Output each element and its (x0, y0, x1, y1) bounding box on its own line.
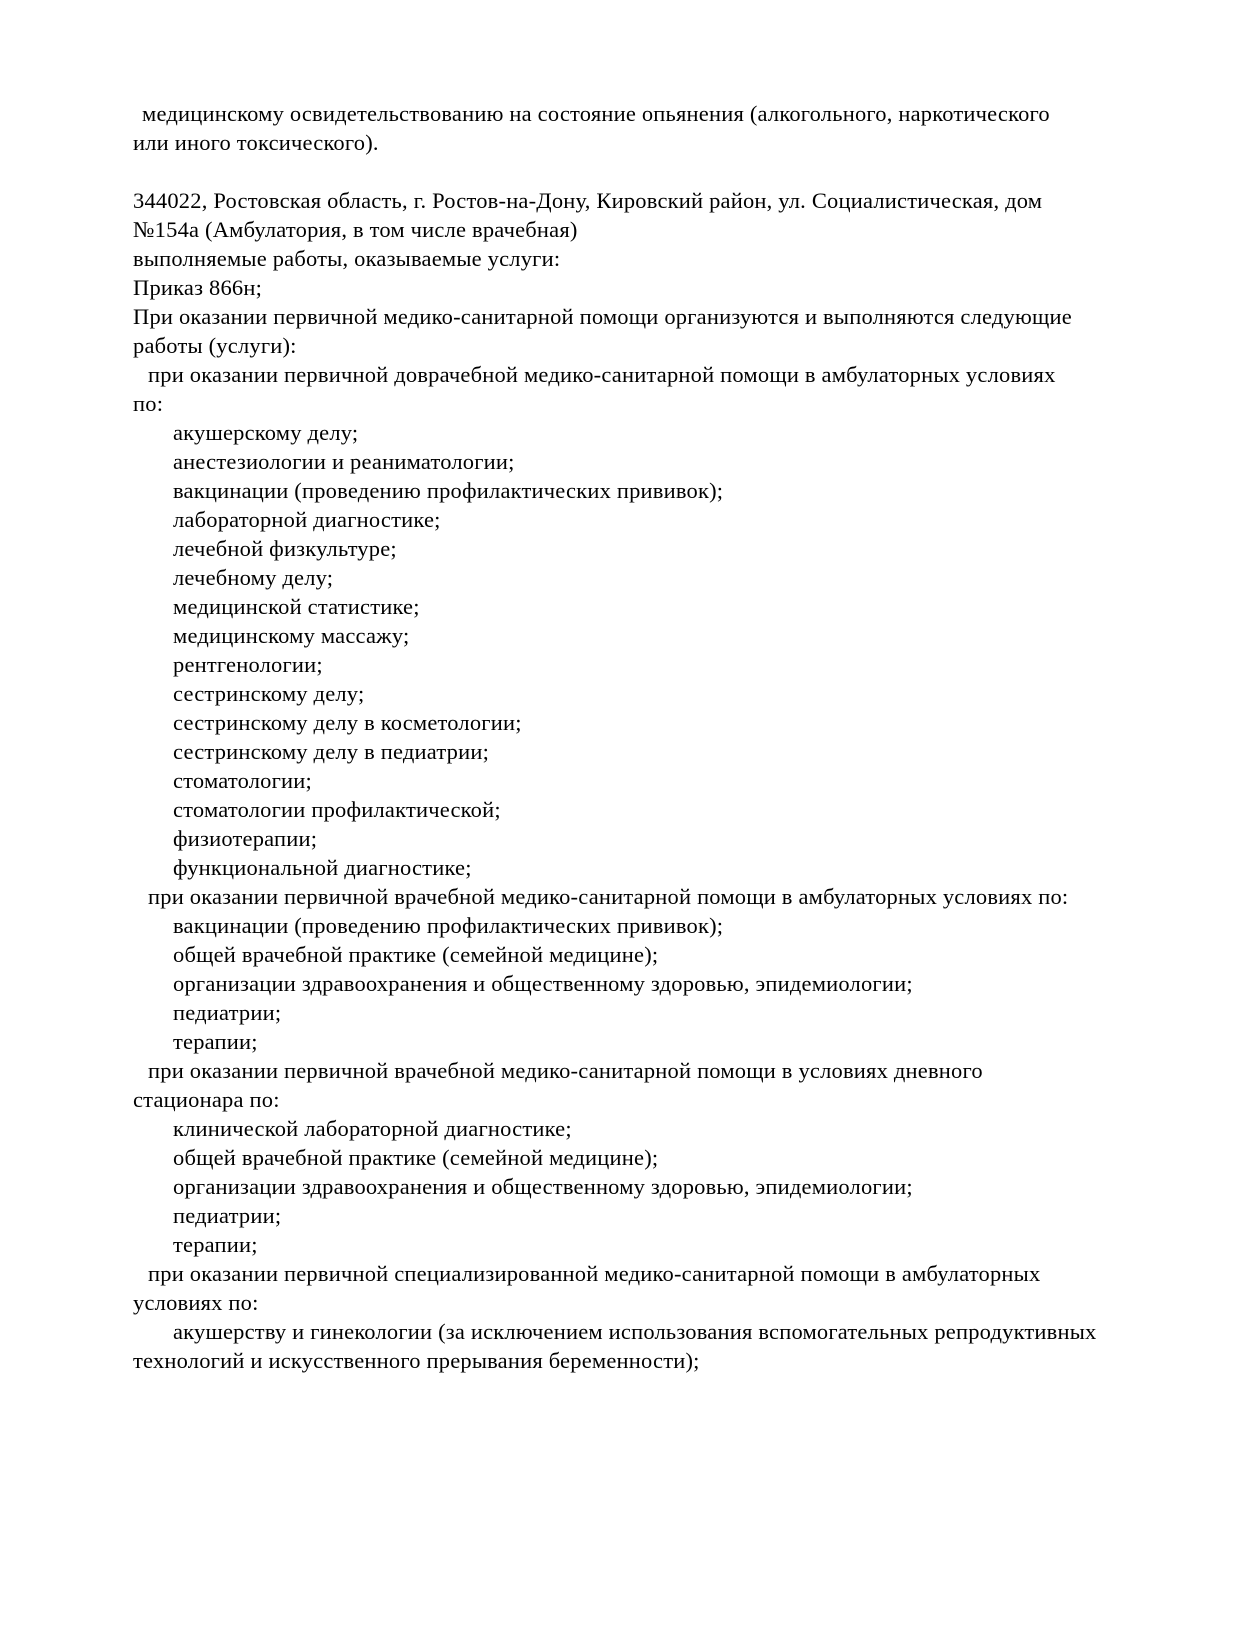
text-line: педиатрии; (173, 1203, 282, 1228)
text-line: лечебной физкультуре; (173, 536, 397, 561)
text-line: общей врачебной практике (семейной медицине); (173, 1145, 659, 1170)
text-line: №154а (Амбулатория, в том числе врачебная) (133, 217, 578, 242)
text-line: организации здравоохранения и общественному здоровью, эпидемиологии; (173, 1174, 913, 1199)
text-line: стоматологии; (173, 768, 312, 793)
text-line: сестринскому делу в косметологии; (173, 710, 522, 735)
text-line: при оказании первичной врачебной медико-санитарной помощи в амбулаторных условиях по: (148, 884, 1069, 909)
text-line: технологий и искусственного прерывания беременности); (133, 1348, 700, 1373)
text-line: или иного токсического). (133, 130, 379, 155)
license-text-block (133, 99, 1180, 1375)
text-line: медицинскому массажу; (173, 623, 410, 648)
text-line: терапии; (173, 1232, 258, 1257)
text-line: клинической лабораторной диагностике; (173, 1116, 572, 1141)
text-line: сестринскому делу; (173, 681, 365, 706)
text-line: педиатрии; (173, 1000, 282, 1025)
text-line: рентгенологии; (173, 652, 323, 677)
text-line: акушерству и гинекологии (за исключением использования вспомогательных репродуктивных (173, 1319, 1097, 1344)
text-line: Приказ 866н; (133, 275, 263, 300)
text-line: стоматологии профилактической; (173, 797, 501, 822)
text-line: лабораторной диагностике; (173, 507, 441, 532)
text-line: терапии; (173, 1029, 258, 1054)
text-line: анестезиологии и реаниматологии; (173, 449, 515, 474)
text-line: по: (133, 391, 164, 416)
blank-line (133, 157, 1180, 186)
text-line: вакцинации (проведению профилактических прививок); (173, 913, 724, 938)
text-line: медицинской статистике; (173, 594, 420, 619)
text-line: при оказании первичной врачебной медико-санитарной помощи в условиях дневного (148, 1058, 983, 1083)
text-line: медицинскому освидетельствованию на состояние опьянения (алкогольного, наркотического (142, 101, 1050, 126)
text-line: лечебному делу; (173, 565, 334, 590)
text-line: сестринскому делу в педиатрии; (173, 739, 490, 764)
text-line: организации здравоохранения и общественному здоровью, эпидемиологии; (173, 971, 913, 996)
text-line: акушерскому делу; (173, 420, 359, 445)
text-line: стационара по: (133, 1087, 280, 1112)
text-line: при оказании первичной специализированной медико-санитарной помощи в амбулаторных (148, 1261, 1041, 1286)
text-line: физиотерапии; (173, 826, 318, 851)
text-line: условиях по: (133, 1290, 259, 1315)
text-line: вакцинации (проведению профилактических прививок); (173, 478, 724, 503)
text-line: при оказании первичной доврачебной медико-санитарной помощи в амбулаторных условиях (148, 362, 1056, 387)
text-line: общей врачебной практике (семейной медицине); (173, 942, 659, 967)
text-line: При оказании первичной медико-санитарной помощи организуются и выполняются следующие (133, 304, 1072, 329)
text-line: работы (услуги): (133, 333, 297, 358)
text-line: выполняемые работы, оказываемые услуги: (133, 246, 561, 271)
text-line: функциональной диагностике; (173, 855, 472, 880)
text-line: 344022, Ростовская область, г. Ростов-на-Дону, Кировский район, ул. Социалистическая, дом (133, 188, 1043, 213)
